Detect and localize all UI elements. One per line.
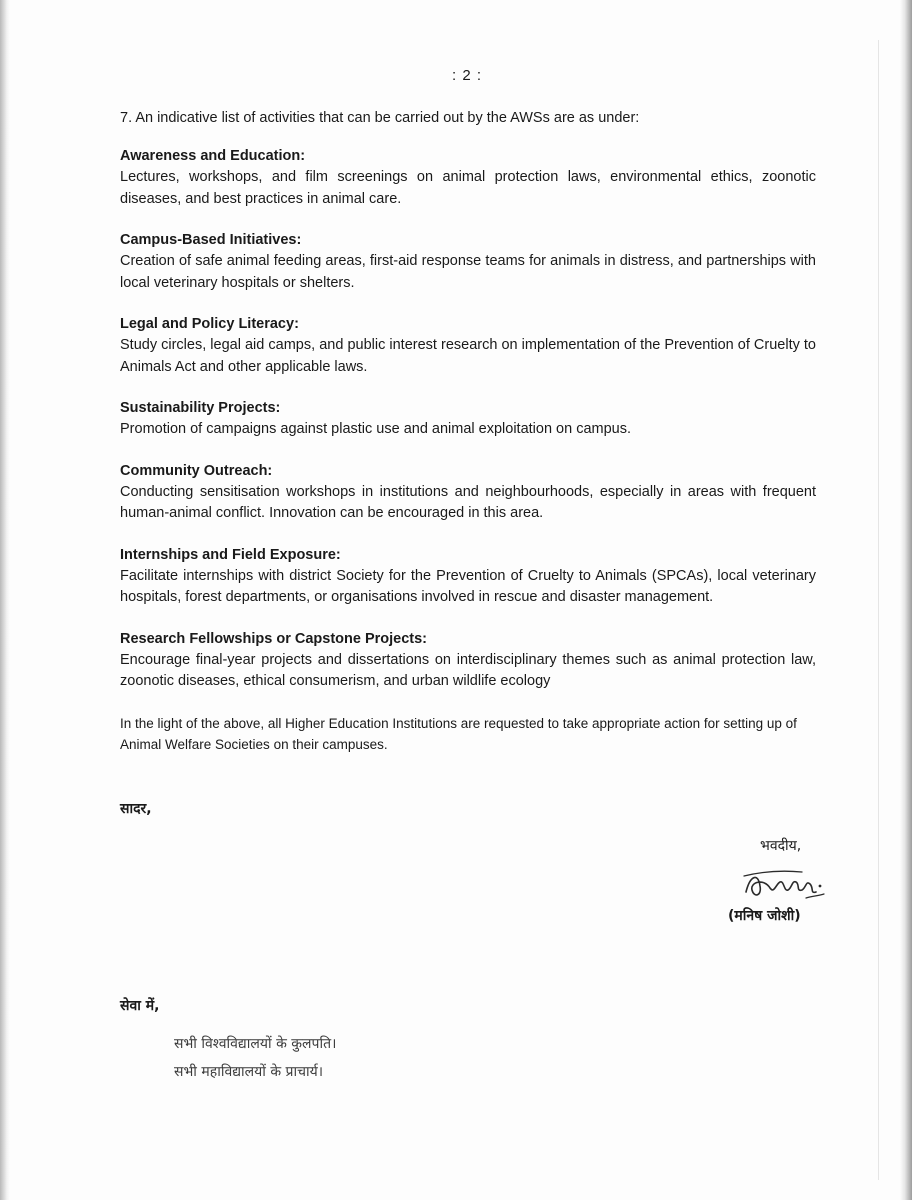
section-research-fellowships [120,629,816,693]
page-number: : 2 : [452,67,483,84]
section-title: Awareness and Education: [120,148,306,164]
section-title: Legal and Policy Literacy: [120,316,299,332]
section-title: Campus-Based Initiatives: [120,232,302,248]
recipient-item: सभी महाविद्यालयों के प्राचार्य। [174,1064,324,1080]
section-body: Conducting sensitisation workshops in institutions and neighbourhoods, especially in areas with frequent human-animal conflict. Innovation can be encouraged in this area. [120,483,816,521]
section-title: Internships and Field Exposure: [120,546,341,563]
section-campus-initiatives [120,230,816,294]
recipient-item: सभी विश्वविद्यालयों के कुलपति। [174,1036,337,1052]
recipients-label: सेवा में, [120,998,160,1014]
intro-paragraph: 7. An indicative list of activities that can be carried out by the AWSs are as under: [120,110,640,126]
section-body: Promotion of campaigns against plastic use and animal exploitation on campus. [120,421,632,437]
section-title: Sustainability Projects: [120,400,281,416]
handwritten-signature [740,862,830,906]
section-awareness-education [120,146,816,210]
section-body: Facilitate internships with district Society for the Prevention of Cruelty to Animals (SPCAs), local veterinary hospitals, forest departments, or organisations involved in rescue and disaster management. [120,567,816,605]
recipients-list [174,1030,336,1086]
section-body: Lectures, workshops, and film screenings on animal protection laws, environmental ethics, zoonotic diseases, and best practices in animal care. [120,169,816,207]
section-sustainability-projects [120,398,816,441]
closing-paragraph: In the light of the above, all Higher Education Institutions are requested to take appropriate action for setting up of Animal Welfare Societies on their campuses. [120,715,797,752]
section-body: Encourage final-year projects and dissertations on interdisciplinary themes such as animal protection law, zoonotic diseases, ethical consumerism, and urban wildlife ecology [120,651,816,689]
letter-body [120,108,816,755]
section-title: Community Outreach: [120,462,273,479]
yours-faithfully: भवदीय, [760,838,802,854]
page-fold-line [878,40,879,1180]
greeting: सादर, [120,801,152,817]
scan-edge-left [0,0,10,1200]
section-internships-field-exposure [120,545,816,609]
scan-edge-right [900,0,912,1200]
section-title: Research Fellowships or Capstone Projects: [120,630,428,647]
section-body: Creation of safe animal feeding areas, first-aid response teams for animals in distress, and partnerships with local veterinary hospitals or shelters. [120,253,816,291]
section-legal-policy-literacy [120,314,816,378]
signatory-name: (मनिष जोशी) [728,908,801,924]
section-body: Study circles, legal aid camps, and public interest research on implementation of the Prevention of Cruelty to Animals Act and other applicable laws. [120,337,816,375]
section-community-outreach [120,461,816,525]
